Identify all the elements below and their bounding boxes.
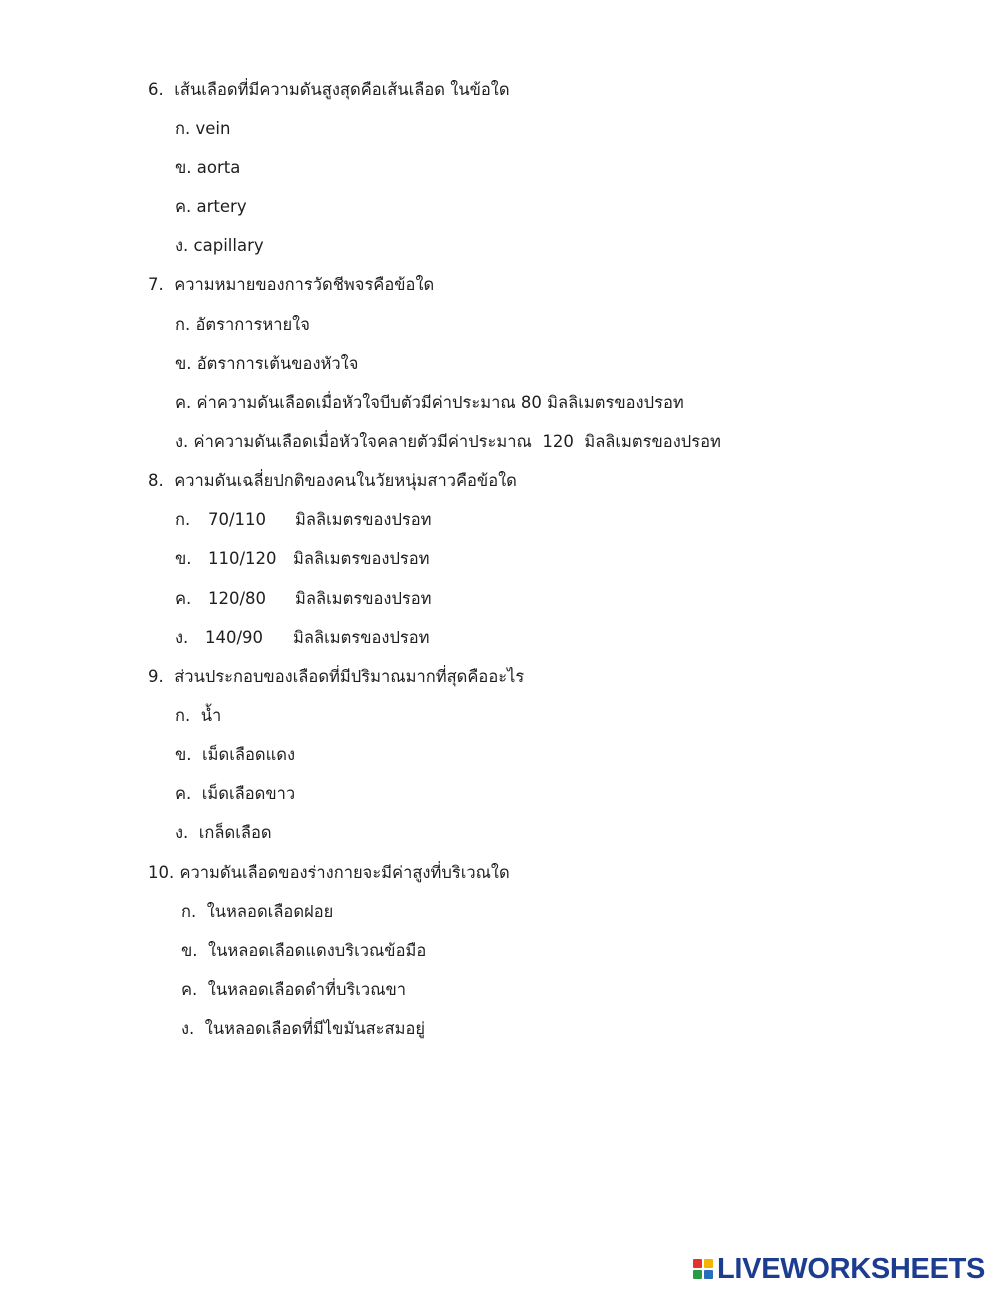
question-7: 7. ความหมายของการวัดชีพจรคือข้อใด xyxy=(148,275,435,294)
q6-option-b: ข. aorta xyxy=(175,158,241,177)
q8-option-unit: มิลลิเมตรของปรอท xyxy=(293,628,430,647)
logo-mark-square xyxy=(693,1259,702,1268)
q7-option-d: ง. ค่าความดันเลือดเมื่อหัวใจคลายตัวมีค่าประมาณ 120 มิลลิเมตรของปรอท xyxy=(175,432,721,451)
question-8: 8. ความดันเฉลี่ยปกติของคนในวัยหนุ่มสาวคือข้อใด xyxy=(148,471,517,490)
logo-text: LIVEWORKSHEETS xyxy=(717,1253,986,1285)
q6-option-c: ค. artery xyxy=(175,197,247,216)
logo-mark-square xyxy=(693,1270,702,1279)
q8-option-letter: ค. xyxy=(175,589,192,608)
q10-option-a: ก. ในหลอดเลือดฝอย xyxy=(181,902,334,921)
q8-option-unit: มิลลิเมตรของปรอท xyxy=(295,589,432,608)
q8-option-letter: ข. xyxy=(175,549,192,568)
q8-option-value: 110/120 xyxy=(208,549,277,568)
q10-option-d: ง. ในหลอดเลือดที่มีไขมันสะสมอยู่ xyxy=(181,1019,426,1038)
q9-option-c: ค. เม็ดเลือดขาว xyxy=(175,784,296,803)
q7-option-b: ข. อัตราการเต้นของหัวใจ xyxy=(175,354,359,373)
q6-option-a: ก. vein xyxy=(175,119,231,138)
q8-option-letter: ก. xyxy=(175,510,191,529)
q8-option-unit: มิลลิเมตรของปรอท xyxy=(295,510,432,529)
q8-option-letter: ง. xyxy=(175,628,189,647)
q9-option-a: ก. น้ำ xyxy=(175,706,222,725)
question-9: 9. ส่วนประกอบของเลือดที่มีปริมาณมากที่สุดคืออะไร xyxy=(148,667,525,686)
q10-option-c: ค. ในหลอดเลือดดำที่บริเวณขา xyxy=(181,980,407,999)
q8-option-unit: มิลลิเมตรของปรอท xyxy=(293,549,430,568)
q7-option-a: ก. อัตราการหายใจ xyxy=(175,315,310,334)
q8-option-value: 140/90 xyxy=(205,628,264,647)
liveworksheets-logo xyxy=(693,1254,985,1284)
q9-option-d: ง. เกล็ดเลือด xyxy=(175,823,272,842)
q10-option-b: ข. ในหลอดเลือดแดงบริเวณข้อมือ xyxy=(181,941,427,960)
question-10: 10. ความดันเลือดของร่างกายจะมีค่าสูงที่บริเวณใด xyxy=(148,863,510,882)
logo-mark-square xyxy=(704,1270,713,1279)
q8-option-value: 120/80 xyxy=(208,589,267,608)
q7-option-c: ค. ค่าความดันเลือดเมื่อหัวใจบีบตัวมีค่าประมาณ 80 มิลลิเมตรของปรอท xyxy=(175,393,684,412)
q9-option-b: ข. เม็ดเลือดแดง xyxy=(175,745,296,764)
q6-option-d: ง. capillary xyxy=(175,236,264,255)
logo-mark-square xyxy=(704,1259,713,1268)
q8-option-value: 70/110 xyxy=(208,510,267,529)
logo-mark-icon xyxy=(693,1259,713,1279)
question-6: 6. เส้นเลือดที่มีความดันสูงสุดคือเส้นเลือด ในข้อใด xyxy=(148,80,510,99)
